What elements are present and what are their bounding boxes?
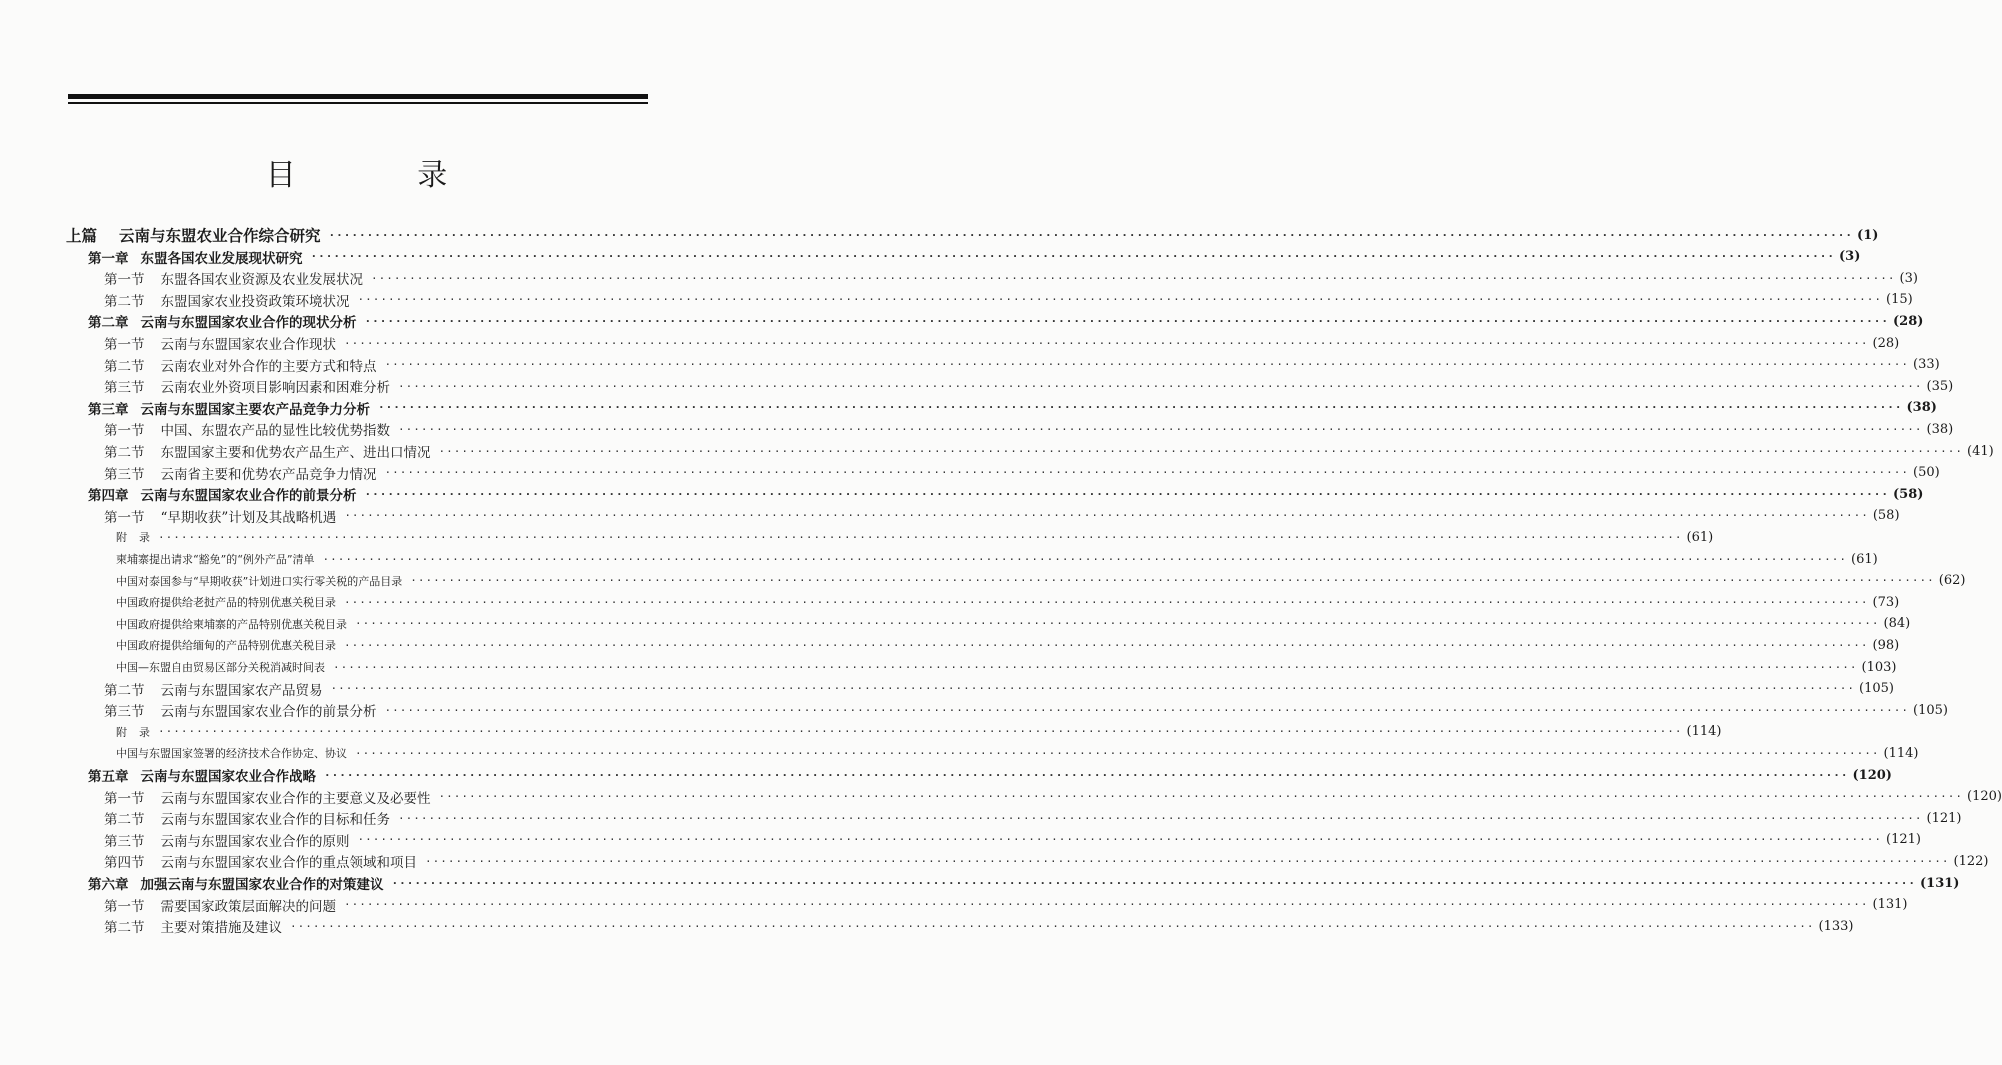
toc-entry-title: 录 xyxy=(139,531,150,545)
toc-entry-page-number: (28) xyxy=(1872,335,1900,351)
toc-entry-number: 第三章 xyxy=(88,401,129,418)
dot-leader: ········································································································································································································ xyxy=(158,530,1683,544)
toc-entry-section[interactable] xyxy=(0,354,1940,376)
dot-leader: ········································································································································································································ xyxy=(328,228,1854,242)
dot-leader: ········································································································································································································ xyxy=(364,314,1890,328)
toc-entry-page-number: (131) xyxy=(1920,875,1960,891)
toc-entry-number: 第三节 xyxy=(104,704,145,721)
toc-entry-page-number: (122) xyxy=(1953,853,1989,869)
toc-entry-number: 附 xyxy=(116,531,127,545)
toc-entry-page-number: (28) xyxy=(1893,313,1924,329)
toc-entry-label xyxy=(116,551,315,567)
toc-entry-sub[interactable] xyxy=(0,656,1897,678)
toc-entry-sub[interactable] xyxy=(0,570,1966,592)
toc-entry-page-number: (50) xyxy=(1913,465,1940,481)
toc-entry-label xyxy=(104,916,282,936)
toc-entry-section[interactable] xyxy=(0,267,1918,289)
toc-entry-page-number: (121) xyxy=(1886,832,1921,848)
dot-leader: ········································································································································································································ xyxy=(371,271,1896,285)
toc-entry-label xyxy=(104,808,390,828)
toc-entry-title: 需要国家政策层面解决的问题 xyxy=(160,898,336,915)
dot-leader: ········································································································································································································ xyxy=(333,660,1858,674)
toc-entry-page-number: (38) xyxy=(1926,421,1954,437)
toc-entry-label xyxy=(116,637,336,653)
toc-entry-label xyxy=(104,333,336,353)
toc-entry-appendix[interactable] xyxy=(0,526,1714,548)
toc-entry-page-number: (62) xyxy=(1938,573,1966,589)
toc-entry-label xyxy=(88,247,303,267)
toc-entry-number: 第二章 xyxy=(88,315,129,332)
toc-entry-page-number: (131) xyxy=(1872,897,1908,913)
toc-entry-title: 云南与东盟国家农业合作的前景分析 xyxy=(160,704,377,721)
toc-entry-label xyxy=(104,268,363,288)
toc-entry-chapter[interactable] xyxy=(0,310,1924,332)
toc-entry-number: 上篇 xyxy=(66,226,98,245)
toc-entry-label xyxy=(104,441,431,461)
toc-entry-title: 云南与东盟农业合作综合研究 xyxy=(119,226,321,245)
toc-entry-label xyxy=(104,787,431,807)
toc-entry-section[interactable] xyxy=(0,850,1989,872)
dot-leader: ········································································································································································································ xyxy=(355,617,1880,631)
dot-leader: ········································································································································································································ xyxy=(384,358,1910,372)
toc-entry-number: 第二节 xyxy=(104,682,145,699)
toc-entry-title: 云南农业对外合作的主要方式和特点 xyxy=(160,358,377,375)
toc-entry-title: 东盟各国农业发展现状研究 xyxy=(140,250,303,267)
toc-entry-page-number: (84) xyxy=(1883,616,1911,632)
toc-entry-number: 第三节 xyxy=(104,466,145,483)
toc-entry-number: 第二节 xyxy=(104,812,145,829)
toc-entry-page-number: (61) xyxy=(1686,529,1714,545)
toc-entry-page-number: (114) xyxy=(1686,724,1722,740)
toc-entry-label xyxy=(104,376,390,396)
toc-entry-number: 第一节 xyxy=(104,337,145,353)
toc-entry-page-number: (103) xyxy=(1861,659,1897,675)
toc-entry-label xyxy=(66,224,321,246)
toc-entry-title: 中国政府提供给柬埔寨的产品特别优惠关税目录 xyxy=(116,617,347,631)
toc-entry-number: 第二节 xyxy=(104,920,145,937)
dot-leader: ········································································································································································································ xyxy=(330,682,1856,696)
toc-entry-label xyxy=(116,573,402,589)
toc-entry-title: 录 xyxy=(139,725,150,739)
dot-leader: ········································································································································································································ xyxy=(344,595,1869,609)
toc-entry-sub[interactable] xyxy=(0,613,1911,635)
toc-entry-page-number: (35) xyxy=(1926,378,1954,394)
dot-leader: ········································································································································································································ xyxy=(324,768,1849,782)
toc-entry-title: 加强云南与东盟国家农业合作的对策建议 xyxy=(140,877,384,893)
toc-entry-page-number: (73) xyxy=(1872,594,1900,610)
toc-entry-title: 中国—东盟自由贸易区部分关税消减时间表 xyxy=(116,661,325,674)
toc-entry-page-number: (38) xyxy=(1906,400,1937,416)
toc-entry-number: 第二节 xyxy=(104,358,145,375)
toc-entry-title: 云南与东盟国家农产品贸易 xyxy=(160,682,323,699)
toc-entry-page-number: (120) xyxy=(1967,789,2002,805)
toc-entry-number: 第二节 xyxy=(104,293,145,310)
dot-leader: ········································································································································································································ xyxy=(438,790,1964,804)
toc-entry-label xyxy=(116,594,336,610)
toc-entry-number: 附 xyxy=(116,725,127,739)
header-rule-thin xyxy=(68,102,648,104)
toc-entry-chapter[interactable] xyxy=(0,872,1960,894)
toc-entry-title: 云南省主要和优势农产品竞争力情况 xyxy=(160,466,377,483)
toc-entry-page-number: (105) xyxy=(1859,681,1894,697)
toc-entry-title: 中国政府提供给老挝产品的特别优惠关税目录 xyxy=(116,596,336,610)
toc-entry-title: 云南与东盟国家农业合作战略 xyxy=(140,769,316,785)
toc-entry-label xyxy=(88,484,357,504)
toc-entry-section[interactable] xyxy=(0,505,1900,527)
dot-leader: ········································································································································································································ xyxy=(384,466,1910,480)
dot-leader: ········································································································································································································ xyxy=(398,811,1923,825)
toc-entry-page-number: (33) xyxy=(1913,357,1940,373)
toc-entry-title: 东盟国家农业投资政策环境状况 xyxy=(160,293,350,310)
toc-entry-section[interactable] xyxy=(0,915,1854,937)
toc-entry-label xyxy=(88,398,370,418)
toc-entry-title: 云南与东盟国家农业合作的原则 xyxy=(160,833,350,850)
toc-entry-page-number: (15) xyxy=(1886,292,1913,308)
toc-entry-label xyxy=(116,616,347,632)
toc-entry-section[interactable] xyxy=(0,440,1994,462)
toc-entry-label xyxy=(116,745,347,761)
toc-entry-section[interactable] xyxy=(0,786,2002,808)
toc-entry-title: 中国对泰国参与“早期收获”计划进口实行零关税的产品目录 xyxy=(116,574,403,588)
toc-entry-label xyxy=(104,700,377,720)
toc-entry-number: 第五章 xyxy=(88,769,129,785)
toc-entry-label xyxy=(116,724,150,740)
toc-entry-page-number: (61) xyxy=(1851,551,1878,567)
dot-leader: ········································································································································································································ xyxy=(344,638,1869,652)
dot-leader: ········································································································································································································ xyxy=(357,293,1883,307)
toc-entry-number: 第六章 xyxy=(88,877,129,893)
dot-leader: ········································································································································································································ xyxy=(378,401,1903,415)
toc-entry-page-number: (120) xyxy=(1852,767,1892,783)
toc-entry-label xyxy=(104,895,336,915)
toc-entry-title: 云南与东盟国家农业合作的重点领域和项目 xyxy=(160,855,417,872)
toc-entry-label xyxy=(104,419,390,439)
toc-entry-sub[interactable] xyxy=(0,548,1878,570)
toc-entry-page-number: (98) xyxy=(1872,637,1900,653)
toc-entry-sub[interactable] xyxy=(0,634,1900,656)
toc-entry-section[interactable] xyxy=(0,678,1894,700)
header-rule-thick xyxy=(68,94,648,99)
toc-entry-number: 第一章 xyxy=(88,250,129,267)
toc-entry-page-number: (133) xyxy=(1818,918,1854,934)
dot-leader: ········································································································································································································ xyxy=(357,833,1883,847)
toc-entry-title: 中国与东盟国家签署的经济技术合作协定、协议 xyxy=(116,747,347,761)
toc-entry-page-number: (58) xyxy=(1893,486,1924,502)
dot-leader: ········································································································································································································ xyxy=(158,725,1683,739)
dot-leader: ········································································································································································································ xyxy=(344,336,1869,350)
dot-leader: ········································································································································································································ xyxy=(355,746,1880,760)
toc-entry-label xyxy=(104,290,350,310)
toc-entry-number: 第三节 xyxy=(104,380,145,397)
toc-entry-section[interactable] xyxy=(0,894,1908,916)
toc-entry-appendix[interactable] xyxy=(0,721,1722,743)
toc-entry-section[interactable] xyxy=(0,332,1900,354)
toc-entry-number: 第一节 xyxy=(104,423,145,440)
dot-leader: ········································································································································································································ xyxy=(391,876,1917,890)
toc-entry-title: 云南与东盟国家农业合作的主要意义及必要性 xyxy=(160,790,431,807)
toc-entry-title: 东盟国家主要和优势农产品生产、进出口情况 xyxy=(160,445,431,461)
dot-leader: ········································································································································································································ xyxy=(384,703,1910,717)
dot-leader: ········································································································································································································ xyxy=(425,854,1950,868)
toc-entry-title: 东盟各国农业资源及农业发展状况 xyxy=(160,272,363,289)
toc-entry-label xyxy=(104,355,377,375)
toc-entry-number: 第四章 xyxy=(88,488,129,505)
toc-entry-label xyxy=(104,463,377,483)
toc-entry-title: 云南与东盟国家主要农产品竞争力分析 xyxy=(140,401,370,418)
dot-leader: ········································································································································································································ xyxy=(344,898,1869,912)
toc-entry-title: 云南与东盟国家农业合作的前景分析 xyxy=(140,488,357,505)
toc-entry-page-number: (105) xyxy=(1913,702,1948,718)
toc-entry-section[interactable] xyxy=(0,699,1948,721)
toc-entry-number: 第一节 xyxy=(104,509,145,526)
toc-entry-number: 第四节 xyxy=(104,855,145,872)
toc-entry-number: 第一节 xyxy=(104,898,145,915)
dot-leader: ········································································································································································································ xyxy=(344,509,1869,523)
dot-leader: ········································································································································································································ xyxy=(310,250,1836,264)
toc-entry-part[interactable] xyxy=(0,224,1879,246)
toc-entry-chapter[interactable] xyxy=(0,483,1924,505)
toc-entry-title: 主要对策措施及建议 xyxy=(160,920,282,937)
dot-leader: ········································································································································································································ xyxy=(438,444,1964,458)
dot-leader: ········································································································································································································ xyxy=(398,379,1923,393)
toc-entry-label xyxy=(104,679,323,699)
dot-leader: ········································································································································································································ xyxy=(398,422,1923,436)
toc-entry-label xyxy=(104,851,417,871)
toc-entry-title: “早期收获”计划及其战略机遇 xyxy=(160,509,337,526)
toc-entry-section[interactable] xyxy=(0,418,1954,440)
toc-entry-chapter[interactable] xyxy=(0,246,1861,268)
toc-entry-number: 第一节 xyxy=(104,272,145,289)
toc-entry-label xyxy=(104,830,350,850)
toc-entry-title: 云南与东盟国家农业合作的目标和任务 xyxy=(160,812,390,829)
toc-entry-page-number: (1) xyxy=(1857,227,1879,243)
dot-leader: ········································································································································································································ xyxy=(322,552,1848,566)
dot-leader: ········································································································································································································ xyxy=(290,919,1815,933)
toc-entry-section[interactable] xyxy=(0,807,1962,829)
toc-entry-sub[interactable] xyxy=(0,742,1919,764)
toc-entry-section[interactable] xyxy=(0,462,1940,484)
toc-entry-label xyxy=(88,873,384,893)
toc-entry-label xyxy=(116,659,325,675)
toc-entry-page-number: (114) xyxy=(1883,745,1919,761)
toc-entry-title: 云南农业外资项目影响因素和困难分析 xyxy=(160,380,390,397)
toc-entry-page-number: (3) xyxy=(1899,270,1918,286)
dot-leader: ········································································································································································································ xyxy=(364,487,1890,501)
toc-entry-page-number: (3) xyxy=(1839,249,1861,265)
toc-entry-page-number: (58) xyxy=(1872,508,1900,524)
toc-entry-page-number: (41) xyxy=(1967,443,1994,459)
toc-entry-title: 柬埔寨提出请求“豁免”的“例外产品”清单 xyxy=(116,553,315,566)
toc-entry-chapter[interactable] xyxy=(0,764,1892,786)
toc-entry-number: 第三节 xyxy=(104,833,145,850)
toc-entry-label xyxy=(88,765,316,785)
toc-entry-section[interactable] xyxy=(0,375,1954,397)
toc-entry-page-number: (121) xyxy=(1926,810,1962,826)
toc-entry-label xyxy=(116,529,150,545)
toc-entry-number: 第二节 xyxy=(104,445,145,461)
dot-leader: ········································································································································································································ xyxy=(410,574,1935,588)
toc-entry-title: 云南与东盟国家农业合作的现状分析 xyxy=(140,315,357,332)
toc-entry-title: 中国、东盟农产品的显性比较优势指数 xyxy=(160,423,390,440)
toc-entry-section[interactable] xyxy=(0,289,1913,311)
toc-entry-title: 中国政府提供给缅甸的产品特别优惠关税目录 xyxy=(116,639,336,653)
toc-entry-chapter[interactable] xyxy=(0,397,1937,419)
toc-entry-label xyxy=(104,506,336,526)
toc-entry-label xyxy=(88,311,357,331)
toc-entry-number: 第一节 xyxy=(104,790,145,807)
toc-entry-sub[interactable] xyxy=(0,591,1900,613)
toc-entry-title: 云南与东盟国家农业合作现状 xyxy=(160,337,336,353)
page-title: 目 录 xyxy=(265,158,504,193)
toc-entry-section[interactable] xyxy=(0,829,1921,851)
